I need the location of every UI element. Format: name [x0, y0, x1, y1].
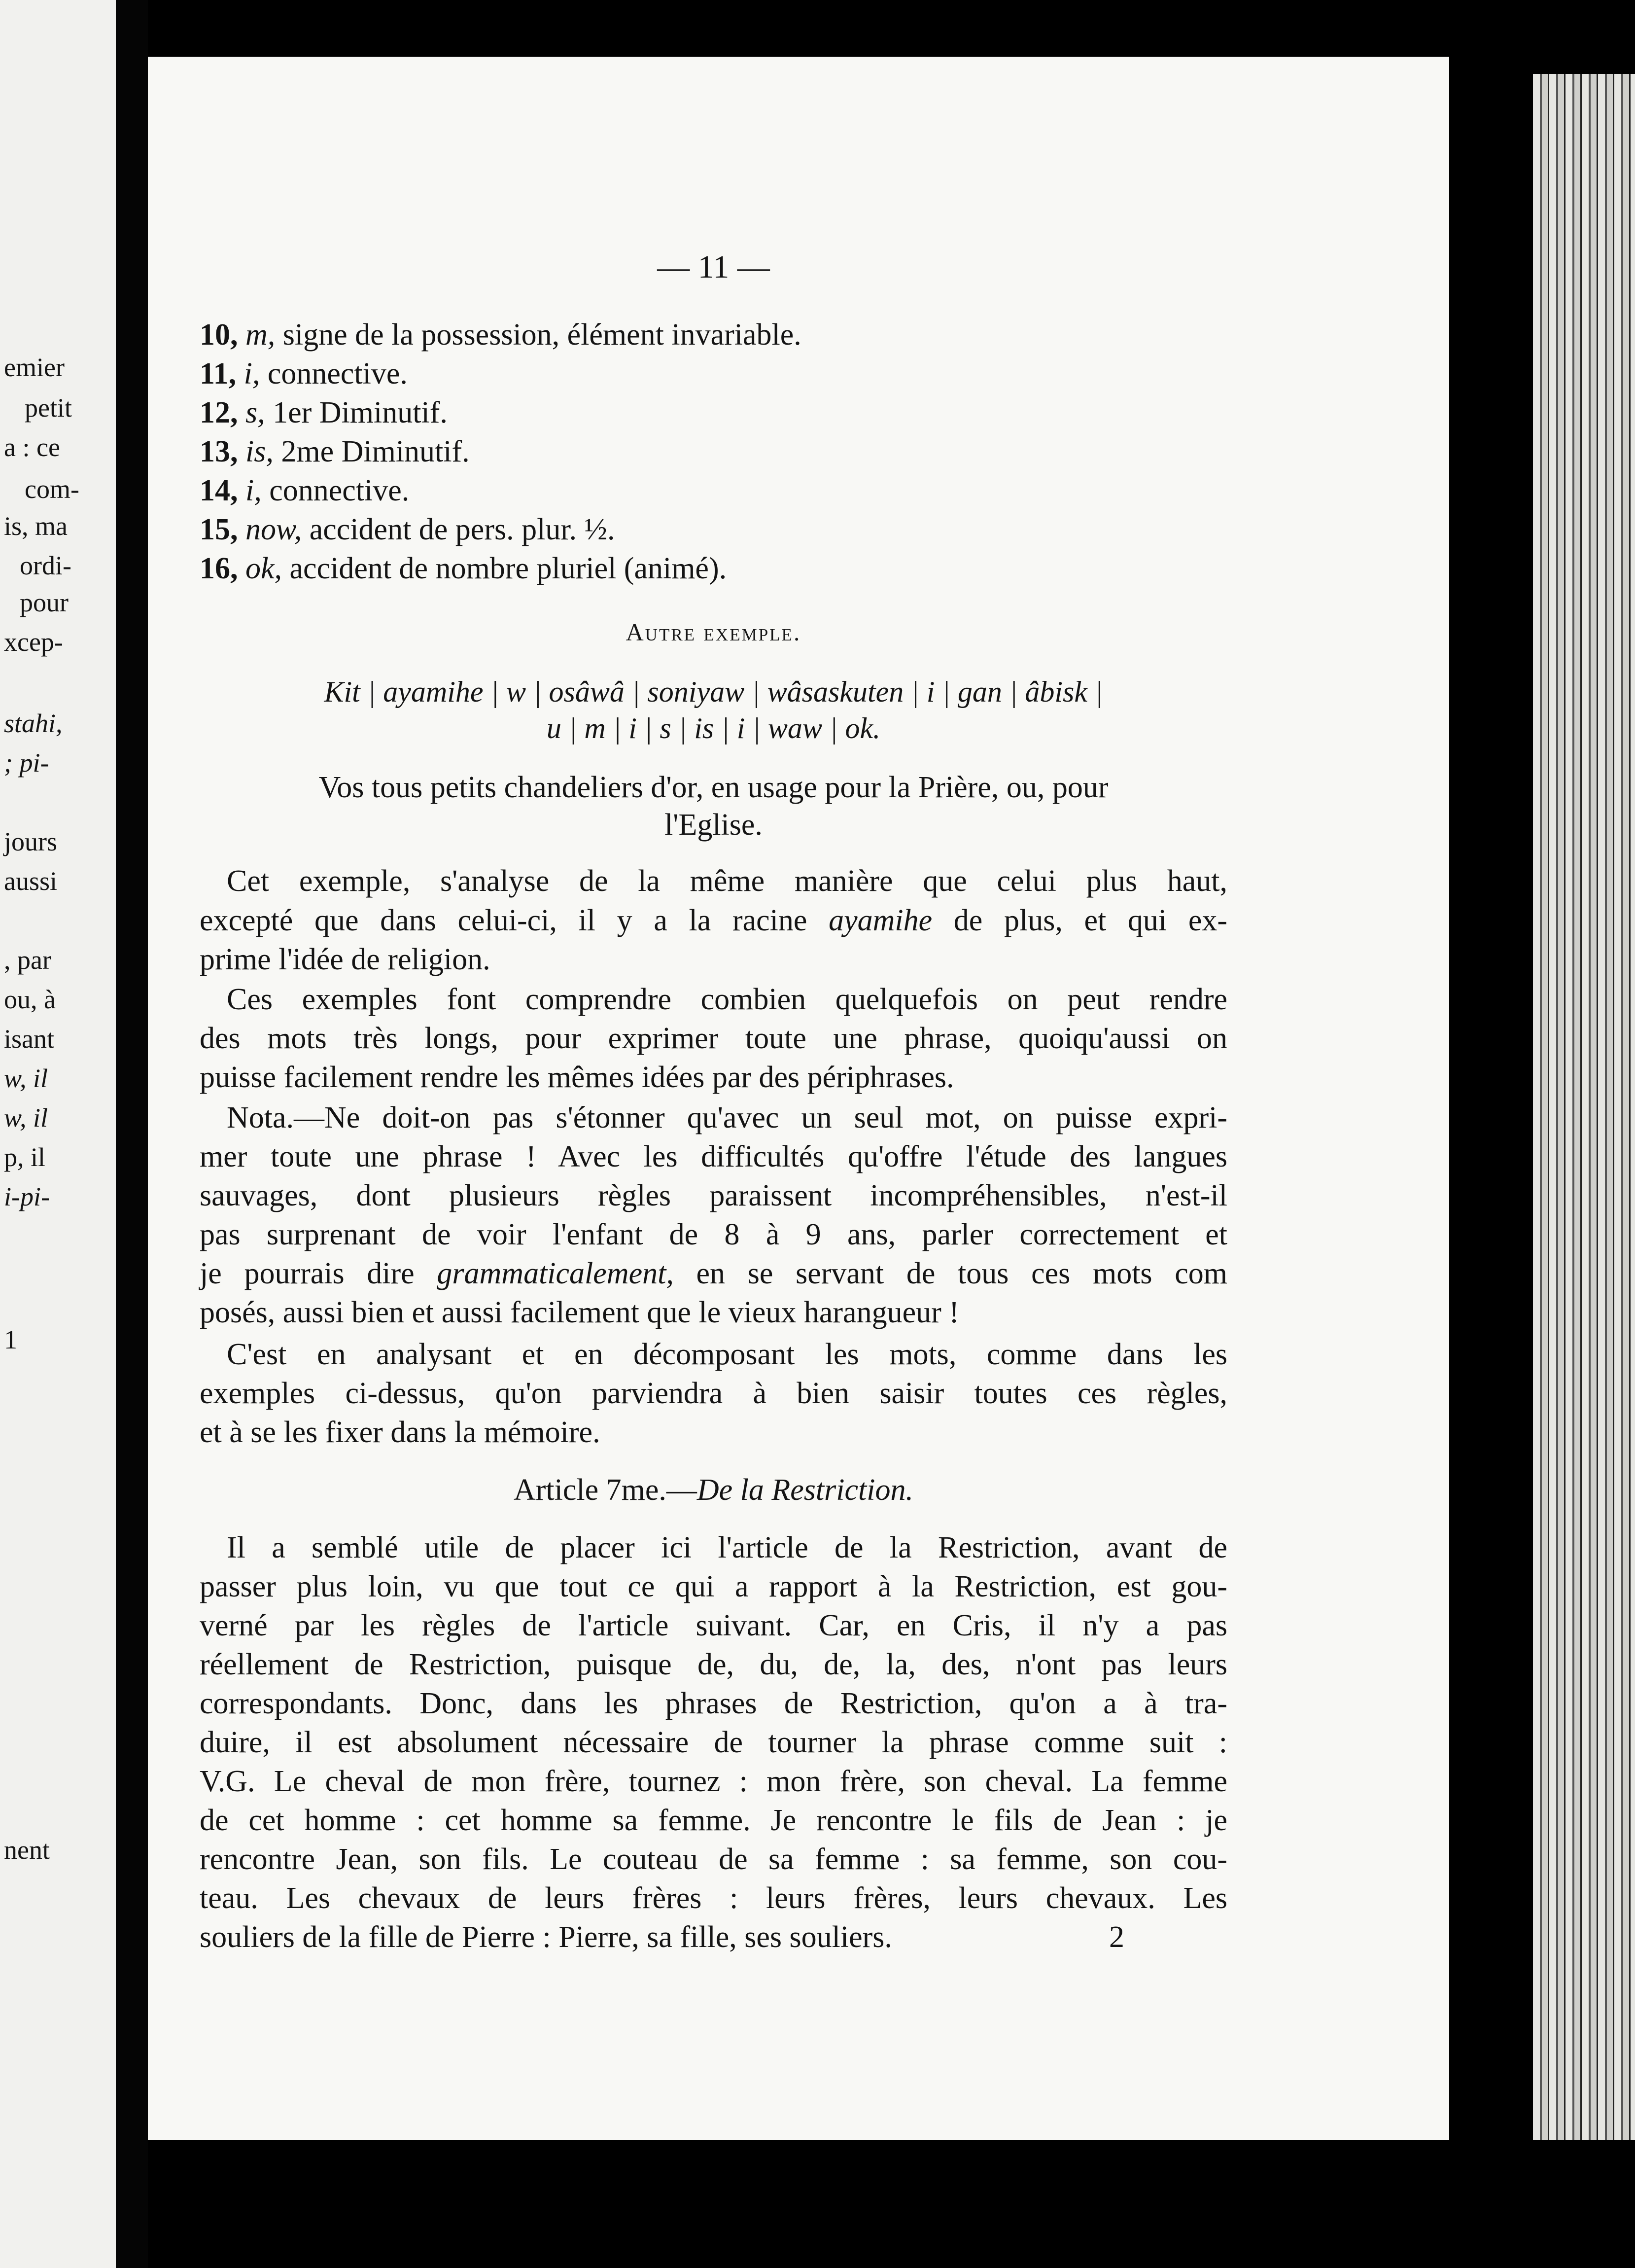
list-term: now, — [245, 513, 302, 546]
paragraph-line: duire, il est absolument nécessaire de tourner la phrase comme suit : — [200, 1726, 1227, 1759]
list-item — [200, 355, 1227, 392]
facing-page-fragment: ; pi- — [4, 748, 49, 778]
paragraph-line: et à se les fixer dans la mémoire. — [200, 1416, 600, 1449]
facing-page-fragment: emier — [4, 353, 65, 382]
list-term: is, — [245, 435, 274, 468]
list-number: 15, — [200, 513, 238, 546]
paragraph-line: teau. Les chevaux de leurs frères : leurs frères, leurs chevaux. Les — [200, 1881, 1227, 1915]
facing-page-fragment: w, il — [4, 1103, 48, 1133]
article-heading-number: Article 7me.— — [514, 1473, 697, 1507]
facing-page — [0, 0, 116, 2268]
facing-page-fragment: stahi, — [4, 709, 63, 738]
paragraph-line — [200, 902, 1227, 939]
signature-mark: 2 — [1109, 1920, 1124, 1954]
facing-page-fragment: , par — [4, 945, 51, 975]
list-item — [200, 550, 1227, 587]
list-item — [200, 433, 1227, 470]
text-run: en se servant de tous ces mots com — [673, 1257, 1227, 1290]
list-number: 10, — [200, 318, 238, 352]
facing-page-fragment: 1 — [4, 1325, 17, 1354]
paragraph-line: des mots très longs, pour exprimer toute une phrase, quoiqu'aussi on — [200, 1022, 1227, 1055]
list-desc: accident de pers. plur. ½. — [302, 513, 615, 546]
facing-page-fragment: jours — [4, 827, 57, 856]
paragraph-line: verné par les règles de l'article suivant. Car, en Cris, il n'y a pas — [200, 1609, 1227, 1642]
list-number: 12, — [200, 396, 238, 429]
facing-page-fragment: is, ma — [4, 511, 68, 541]
facing-page-fragment: aussi — [4, 866, 57, 896]
paragraph-line: correspondants. Donc, dans les phrases de Restriction, qu'on a à tra- — [200, 1687, 1227, 1720]
list-desc: accident de nombre pluriel (animé). — [282, 552, 727, 585]
list-item — [200, 317, 1227, 353]
text-run: excepté que dans celui-ci, il y a la racine — [200, 904, 829, 937]
paragraph-line: souliers de la fille de Pierre : Pierre, sa fille, ses souliers. — [200, 1920, 892, 1954]
list-term: s, — [245, 396, 265, 429]
paragraph-line: mer toute une phrase ! Avec les difficultés qu'offre l'étude des langues — [200, 1140, 1227, 1173]
list-term: m, — [245, 318, 276, 352]
page-content — [200, 0, 1227, 2268]
list-number: 16, — [200, 552, 238, 585]
paragraph-line: Ces exemples font comprendre combien quelquefois on peut rendre — [227, 983, 1227, 1016]
facing-page-fragment: com- — [25, 474, 79, 504]
text-run: de plus, et qui ex- — [932, 904, 1227, 937]
paragraph-line: Nota.—Ne doit-on pas s'étonner qu'avec un seul mot, on puisse expri- — [227, 1101, 1227, 1134]
list-desc: connective. — [261, 474, 410, 507]
page-number: — 11 — — [657, 249, 770, 285]
translation-line: l'Eglise. — [664, 808, 763, 842]
list-desc: signe de la possession, élément invariable. — [275, 318, 801, 352]
facing-page-fragment: ordi- — [20, 551, 71, 580]
list-number: 11, — [200, 357, 237, 390]
facing-page-fragment: a : ce — [4, 432, 60, 462]
list-term: ok, — [245, 552, 282, 585]
book-gutter — [116, 0, 148, 2268]
text-run: je pourrais dire — [200, 1257, 437, 1290]
list-desc: 1er Diminutif. — [265, 396, 448, 429]
facing-page-fragment: ou, à — [4, 985, 56, 1014]
paragraph-line: Cet exemple, s'analyse de la même manière que celui plus haut, — [227, 864, 1227, 898]
text-run-italic: ayamihe — [829, 904, 933, 937]
facing-page-fragment: pour — [20, 588, 69, 617]
list-term: i, — [245, 474, 262, 507]
facing-page-fragment: xcep- — [4, 627, 63, 657]
article-heading — [200, 1472, 1227, 1508]
paragraph-line: exemples ci-dessus, qu'on parviendra à bien saisir toutes ces règles, — [200, 1377, 1227, 1410]
facing-page-fragment: petit — [25, 393, 72, 423]
text-run-italic: grammaticalement, — [437, 1257, 674, 1290]
facing-page-fragment: isant — [4, 1024, 54, 1054]
paragraph-line: passer plus loin, vu que tout ce qui a rapport à la Restriction, est gou- — [200, 1570, 1227, 1603]
list-number: 14, — [200, 474, 238, 507]
list-desc: connective. — [260, 357, 408, 390]
facing-page-fragment: w, il — [4, 1063, 48, 1093]
paragraph-line: réellement de Restriction, puisque de, du, de, la, des, n'ont pas leurs — [200, 1648, 1227, 1681]
list-number: 13, — [200, 435, 238, 468]
facing-page-fragment: i-pi- — [4, 1182, 50, 1211]
paragraph-line: pas surprenant de voir l'enfant de 8 à 9 ans, parler correctement et — [200, 1218, 1227, 1251]
paragraph-line: sauvages, dont plusieurs règles paraissent incompréhensibles, n'est-il — [200, 1179, 1227, 1212]
paragraph-line: puisse facilement rendre les mêmes idées par des périphrases. — [200, 1061, 954, 1094]
list-desc: 2me Diminutif. — [273, 435, 470, 468]
paragraph-line: rencontre Jean, son fils. Le couteau de sa femme : sa femme, son cou- — [200, 1843, 1227, 1876]
paragraph-line: C'est en analysant et en décomposant les mots, comme dans les — [227, 1338, 1227, 1371]
article-heading-title: De la Restriction. — [696, 1473, 913, 1507]
facing-page-fragment: p, il — [4, 1142, 46, 1172]
section-heading: Autre exemple. — [626, 618, 801, 646]
page-edge-stack — [1533, 74, 1635, 2194]
paragraph-line — [200, 1255, 1227, 1292]
example-line: Kit | ayamihe | w | osâwâ | soniyaw | wâsaskuten | i | gan | âbisk | — [324, 675, 1103, 708]
paragraph-line: posés, aussi bien et aussi facilement que le vieux harangueur ! — [200, 1296, 959, 1329]
paragraph-line: prime l'idée de religion. — [200, 943, 490, 976]
list-item — [200, 472, 1227, 509]
list-item — [200, 511, 1227, 548]
example-line: u | m | i | s | is | i | waw | ok. — [546, 712, 881, 744]
paragraph-line: de cet homme : cet homme sa femme. Je rencontre le fils de Jean : je — [200, 1804, 1227, 1837]
translation-line: Vos tous petits chandeliers d'or, en usage pour la Prière, ou, pour — [318, 771, 1109, 804]
list-term: i, — [244, 357, 260, 390]
paragraph-line: V.G. Le cheval de mon frère, tournez : mon frère, son cheval. La femme — [200, 1765, 1227, 1798]
paragraph-line: Il a semblé utile de placer ici l'article de la Restriction, avant de — [227, 1531, 1227, 1564]
list-item — [200, 394, 1227, 431]
facing-page-fragment: nent — [4, 1835, 50, 1865]
